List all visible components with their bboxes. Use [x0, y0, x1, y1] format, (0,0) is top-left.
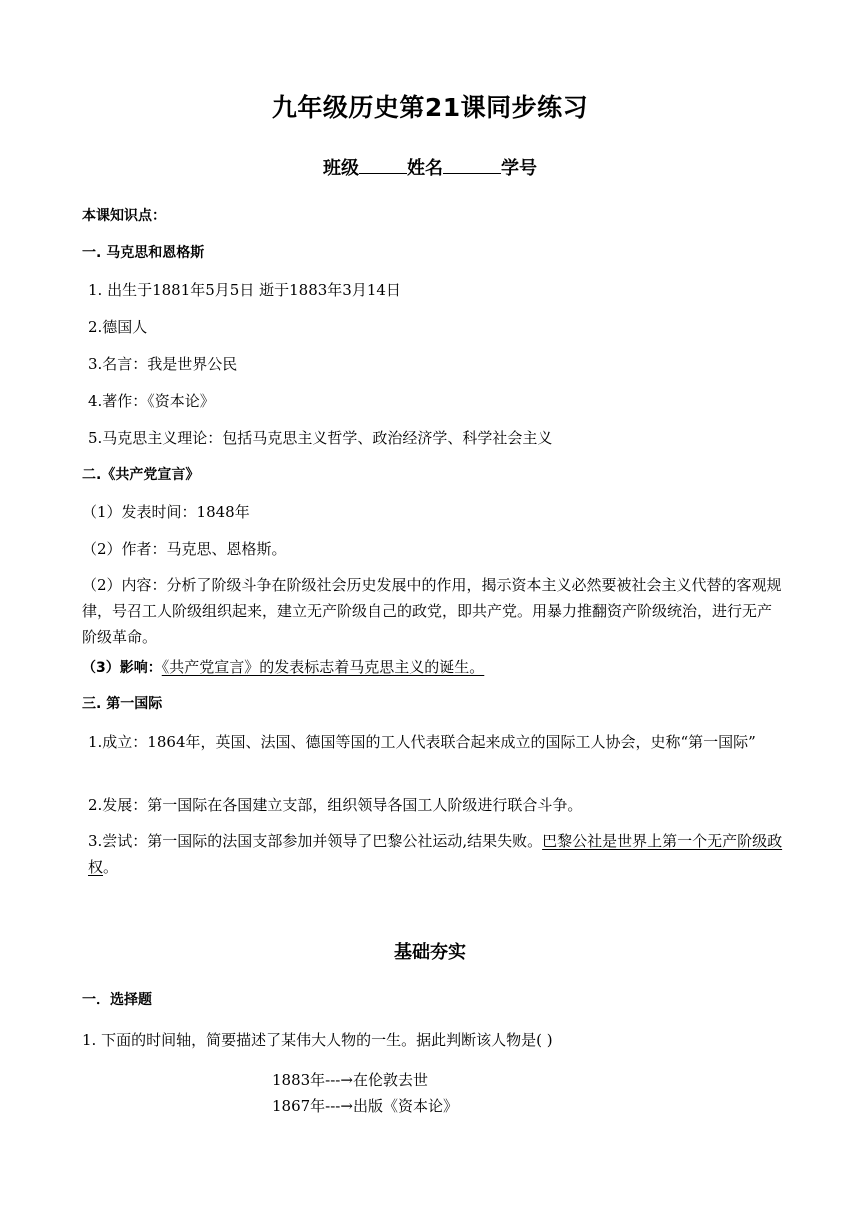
name-label: 姓名 [407, 158, 443, 179]
question-1: 1. 下面的时间轴，简要描述了某伟大人物的一生。据此判断该人物是( ) [82, 1031, 553, 1049]
id-label: 学号 [501, 158, 537, 179]
impact-label: （3）影响： [82, 660, 162, 676]
section-1-title: 一. 马克思和恩格斯 [82, 245, 205, 261]
s1-item-4: 4.著作：《资本论》 [88, 392, 215, 410]
s3-item-3-underlined: 巴黎公社是世界上第一个无产阶级政权 [88, 832, 783, 876]
s1-item-5: 5.马克思主义理论：包括马克思主义哲学、政治经济学、科学社会主义 [88, 429, 553, 447]
s3-item-1: 1.成立：1864年，英国、法国、德国等国的工人代表联合起来成立的国际工人协会，史称“第一国际” [88, 733, 756, 751]
s2-item-2: （2）作者：马克思、恩格斯。 [82, 540, 287, 558]
s1-item-3: 3.名言：我是世界公民 [88, 355, 238, 373]
s2-impact [82, 655, 782, 680]
practice-section-title: 基础夯实 [394, 942, 466, 963]
s1-item-2: 2.德国人 [88, 318, 148, 336]
class-blank [359, 172, 407, 174]
section-3-title: 三. 第一国际 [82, 696, 163, 712]
impact-text: 《共产党宣言》的发表标志着马克思主义的诞生。 [161, 658, 485, 676]
s1-item-1: 1. 出生于1881年5月5日 逝于1883年3月14日 [88, 281, 401, 299]
timeline-entry-2: 1867年---→出版《资本论》 [272, 1097, 458, 1115]
section-2-title: 二.《共产党宣言》 [82, 467, 200, 483]
s3-item-3 [82, 828, 788, 880]
timeline-entry-1: 1883年---→在伦敦去世 [272, 1071, 428, 1089]
s3-item-3-text: 3.尝试：第一国际的法国支部参加并领导了巴黎公社运动,结果失败。 [88, 832, 543, 850]
student-info-line [0, 154, 860, 180]
class-label: 班级 [323, 158, 359, 179]
s2-item-1: （1）发表时间：1848年 [82, 503, 250, 521]
name-blank [443, 172, 501, 174]
s3-item-2: 2.发展：第一国际在各国建立支部，组织领导各国工人阶级进行联合斗争。 [88, 796, 583, 814]
knowledge-heading: 本课知识点： [82, 208, 166, 224]
s2-item-3: （2）内容：分析了阶级斗争在阶级社会历史发展中的作用，揭示资本主义必然要被社会主义代替的客观规律，号召工人阶级组织起来，建立无产阶级自己的政党，即共产党。用暴力推翻资产阶级统治，进行无产阶级革命。 [82, 576, 782, 646]
choice-part-title: 一．选择题 [82, 992, 152, 1008]
page-title: 九年级历史第21课同步练习 [271, 93, 589, 122]
s3-item-3-end: 。 [103, 858, 119, 876]
